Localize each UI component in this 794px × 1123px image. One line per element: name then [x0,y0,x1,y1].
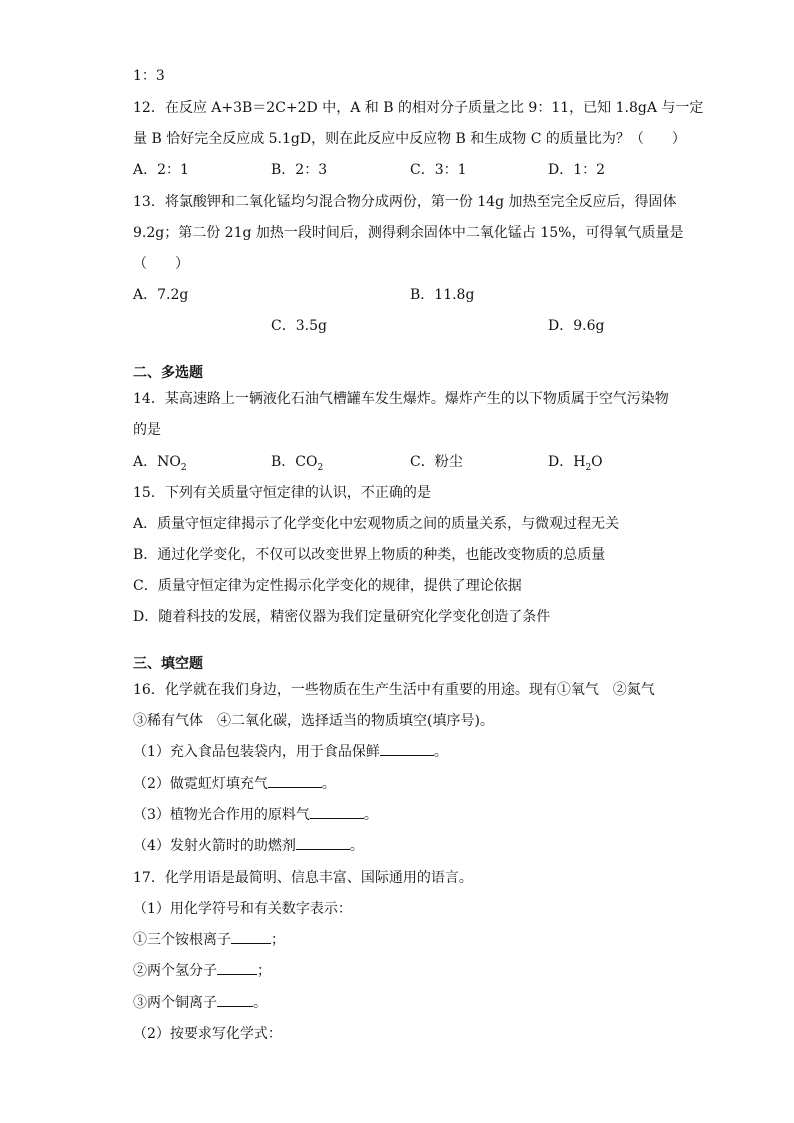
answer-blank[interactable] [310,806,364,819]
q17-subquestion-2: （2）按要求写化学式： [133,1026,282,1042]
q14-option-d: D．$H_2O$ [548,454,603,473]
q14-option-a: A．$NO_2$ [133,454,187,473]
q17-stem: 17．化学用语是最简明、信息丰富、国际通用的语言。 [133,870,473,886]
q15-option-b: B．通过化学变化，不仅可以改变世界上物质的种类，也能改变物质的总质量 [133,547,606,563]
q13-stem-line2: 9.2g；第二份 21g 加热一段时间后，测得剩余固体中二氧化锰占 15%，可得氧气质量是 [133,225,684,241]
q16-stem-line2: ③稀有气体 ④二氧化碳，选择适当的物质填空(填序号)。 [133,713,494,729]
answer-blank[interactable] [296,837,350,850]
answer-blank[interactable] [268,775,322,788]
answer-blank[interactable] [231,931,271,944]
q12-option-d: D．1：2 [548,162,606,178]
q15-stem: 15．下列有关质量守恒定律的认识，不正确的是 [133,485,431,501]
section-heading-multiple-choice: 二、多选题 [133,365,203,381]
q16-item-2: （2）做霓虹灯填充气 。 [133,776,336,792]
q14-stem-line2: 的是 [133,422,161,438]
q12-option-a: A．2：1 [133,162,189,178]
q12-stem-line2: 量 B 恰好完全反应成 5.1gD，则在此反应中反应物 B 和生成物 C 的质量比为？（ ） [133,131,686,147]
q16-stem-line1: 16．化学就在我们身边，一些物质在生产生活中有重要的用途。现有①氧气 ②氮气 [133,682,655,698]
q12-option-b: B．2：3 [271,162,328,178]
answer-blank[interactable] [217,994,253,1007]
q15-option-c: C．质量守恒定律为定性揭示化学变化的规律，提供了理论依据 [133,578,522,594]
answer-blank[interactable] [380,743,434,756]
q12-option-c: C．3：1 [410,162,467,178]
answer-blank[interactable] [217,962,257,975]
q15-option-d: D．随着科技的发展，精密仪器为我们定量研究化学变化创造了条件 [133,609,551,625]
q16-item-3: （3）植物光合作用的原料气 。 [133,807,378,823]
q16-item-4: （4）发射火箭时的助燃剂 。 [133,838,364,854]
q17-item-2: ②两个氢分子 ； [133,963,271,979]
q13-option-c: C．3.5g [271,318,327,334]
q13-option-a: A．7.2g [133,287,189,303]
q17-subquestion-1: （1）用化学符号和有关数字表示： [133,901,352,917]
q14-option-c: C．粉尘 [410,454,463,470]
q13-option-b: B．11.8g [410,287,475,303]
q13-option-d: D．9.6g [548,318,605,334]
q14-stem-line1: 14．某高速路上一辆液化石油气槽罐车发生爆炸。爆炸产生的以下物质属于空气污染物 [133,391,669,407]
q14-option-b: B．$CO_2$ [271,454,324,473]
q12-stem-line1: 12．在反应 A+3B＝2C+2D 中，A 和 B 的相对分子质量之比 9：11，已知 1.8gA 与一定 [133,100,704,116]
q11-answer-tail: 1：3 [133,68,165,84]
section-heading-fill-in: 三、填空题 [133,656,203,672]
q17-item-1: ①三个铵根离子 ； [133,932,285,948]
q13-stem-line1: 13．将氯酸钾和二氧化锰均匀混合物分成两份，第一份 14g 加热至完全反应后，得固体 [133,194,677,210]
q16-item-1: （1）充入食品包装袋内，用于食品保鲜 。 [133,744,448,760]
q17-item-3: ③两个铜离子 。 [133,995,267,1011]
q15-option-a: A．质量守恒定律揭示了化学变化中宏观物质之间的质量关系，与微观过程无关 [133,516,620,532]
q13-stem-line3: （ ） [133,256,189,272]
